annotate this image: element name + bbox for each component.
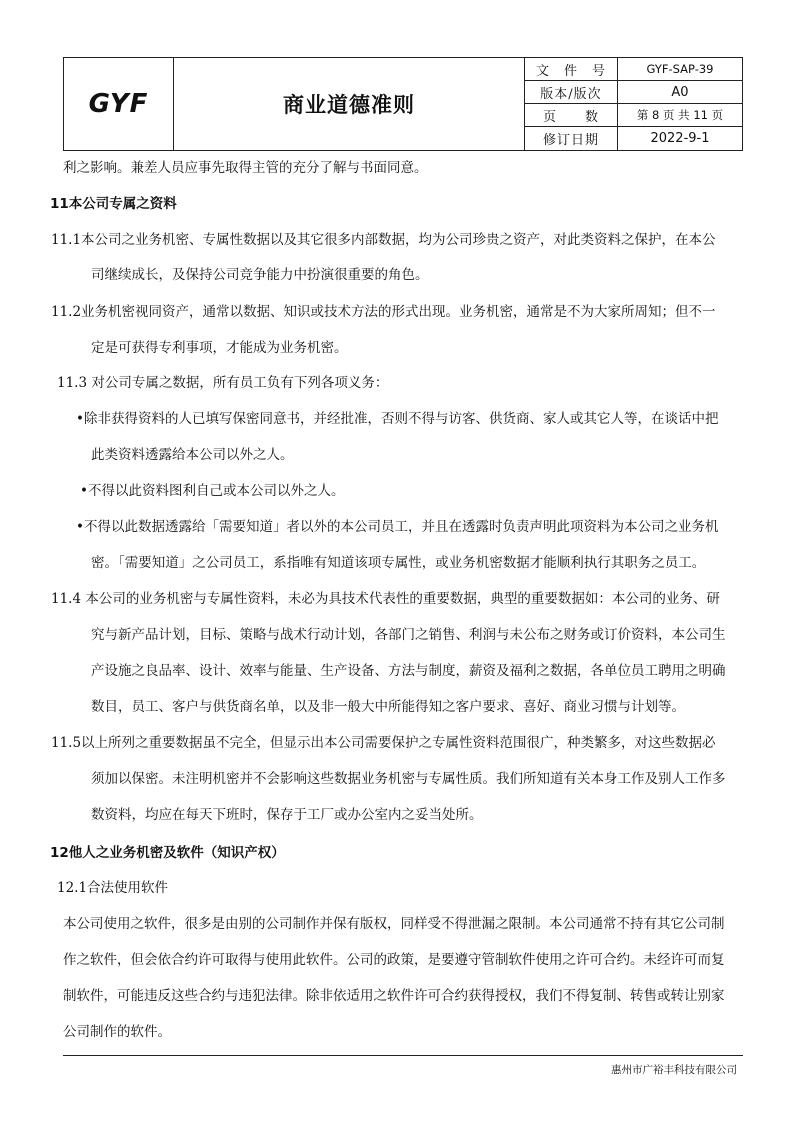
section-heading-12: 12他人之业务机密及软件（知识产权） [50, 845, 285, 861]
meta-value: GYF-SAP-39 [646, 62, 714, 76]
footer-divider [63, 1055, 743, 1056]
paragraph-line: 利之影响。兼差人员应事先取得主管的充分了解与书面同意。 [63, 160, 428, 176]
document-meta-table [525, 58, 742, 150]
paragraph-line: 须加以保密。未注明机密并不会影响这些数据业务机密与专属性质。我们所知道有关本身工作及别人工作多 [91, 771, 726, 787]
section-heading-11: 11本公司专属之资料 [50, 196, 177, 212]
meta-value: 第 8 页 共 11 页 [636, 108, 724, 122]
logo-cell [64, 58, 174, 150]
paragraph-line: 公司制作的软件。 [63, 1024, 171, 1040]
meta-row-pages [525, 104, 742, 127]
meta-row-revision-date [525, 127, 742, 150]
meta-label: 文 件 号 [525, 58, 618, 80]
meta-value: 2022-9-1 [650, 131, 710, 146]
meta-row-doc-number [525, 58, 742, 81]
meta-value: A0 [671, 84, 689, 100]
paragraph-line: 产设施之良品率、设计、效率与能量、生产设备、方法与制度，薪资及福利之数据，各单位员工聘用之明确 [91, 663, 726, 679]
paragraph-line: 密。「需要知道」之公司员工，系指唯有知道该项专属性，或业务机密数据才能顺利执行其职务之员工。 [91, 555, 706, 571]
bullet-item: •不得以此资料图利自己或本公司以外之人。 [80, 483, 345, 499]
document-header [63, 57, 743, 151]
company-logo: GYF [88, 89, 149, 119]
subsection-heading: 12.1合法使用软件 [57, 880, 169, 896]
document-title: 商业道德准则 [283, 93, 415, 117]
meta-label: 版本/版次 [525, 81, 618, 103]
meta-label: 页 数 [525, 104, 618, 126]
paragraph-line: 数目，员工、客户与供货商名单，以及非一般大中所能得知之客户要求、喜好、商业习惯与计划等。 [91, 699, 685, 715]
paragraph-line: 11.5以上所列之重要数据虽不完全，但显示出本公司需要保护之专属性资料范围很广，种类繁多，对这些数据必 [51, 735, 716, 751]
meta-label: 修订日期 [525, 127, 618, 150]
paragraph-line: 11.1本公司之业务机密、专属性数据以及其它很多内部数据，均为公司珍贵之资产，对此类资料之保护，在本公 [51, 232, 716, 248]
paragraph-line: 本公司使用之软件，很多是由别的公司制作并保有版权，同样受不得泄漏之限制。本公司通常不持有其它公司制 [63, 916, 725, 932]
paragraph-line: 制软件，可能违反这些合约与违犯法律。除非依适用之软件许可合约获得授权，我们不得复制、转售或转让别家 [63, 988, 725, 1004]
paragraph-line: 作之软件，但会依合约许可取得与使用此软件。公司的政策，是要遵守管制软件使用之许可合约。未经许可而复 [63, 952, 725, 968]
title-cell [174, 58, 525, 150]
paragraph-line: 11.3 对公司专属之数据，所有员工负有下列各项义务： [57, 375, 389, 391]
paragraph-line: 究与新产品计划，目标、策略与战术行动计划，各部门之销售、利润与未公布之财务或订价资料，本公司生 [91, 627, 726, 643]
paragraph-line: 司继续成长，及保持公司竞争能力中扮演很重要的角色。 [91, 267, 429, 283]
meta-row-version [525, 81, 742, 104]
paragraph-line: 定是可获得专利事项，才能成为业务机密。 [91, 340, 348, 356]
paragraph-line: 11.4 本公司的业务机密与专属性资料，未必为具技术代表性的重要数据，典型的重要数据如：本公司的业务、研 [51, 591, 720, 607]
paragraph-line: 11.2业务机密视同资产，通常以数据、知识或技术方法的形式出现。业务机密，通常是不为大家所周知；但不一 [51, 304, 716, 320]
paragraph-line: 数资料，均应在每天下班时，保存于工厂或办公室内之妥当处所。 [91, 807, 483, 823]
bullet-item: •不得以此数据透露给「需要知道」者以外的本公司员工，并且在透露时负责声明此项资料为本公司之业务机 [76, 519, 719, 535]
paragraph-line: 此类资料透露给本公司以外之人。 [91, 447, 294, 463]
footer-company-name: 惠州市广裕丰科技有限公司 [611, 1064, 737, 1076]
bullet-item: •除非获得资料的人已填写保密同意书，并经批准，否则不得与访客、供货商、家人或其它人等，在谈话中把 [76, 411, 719, 427]
